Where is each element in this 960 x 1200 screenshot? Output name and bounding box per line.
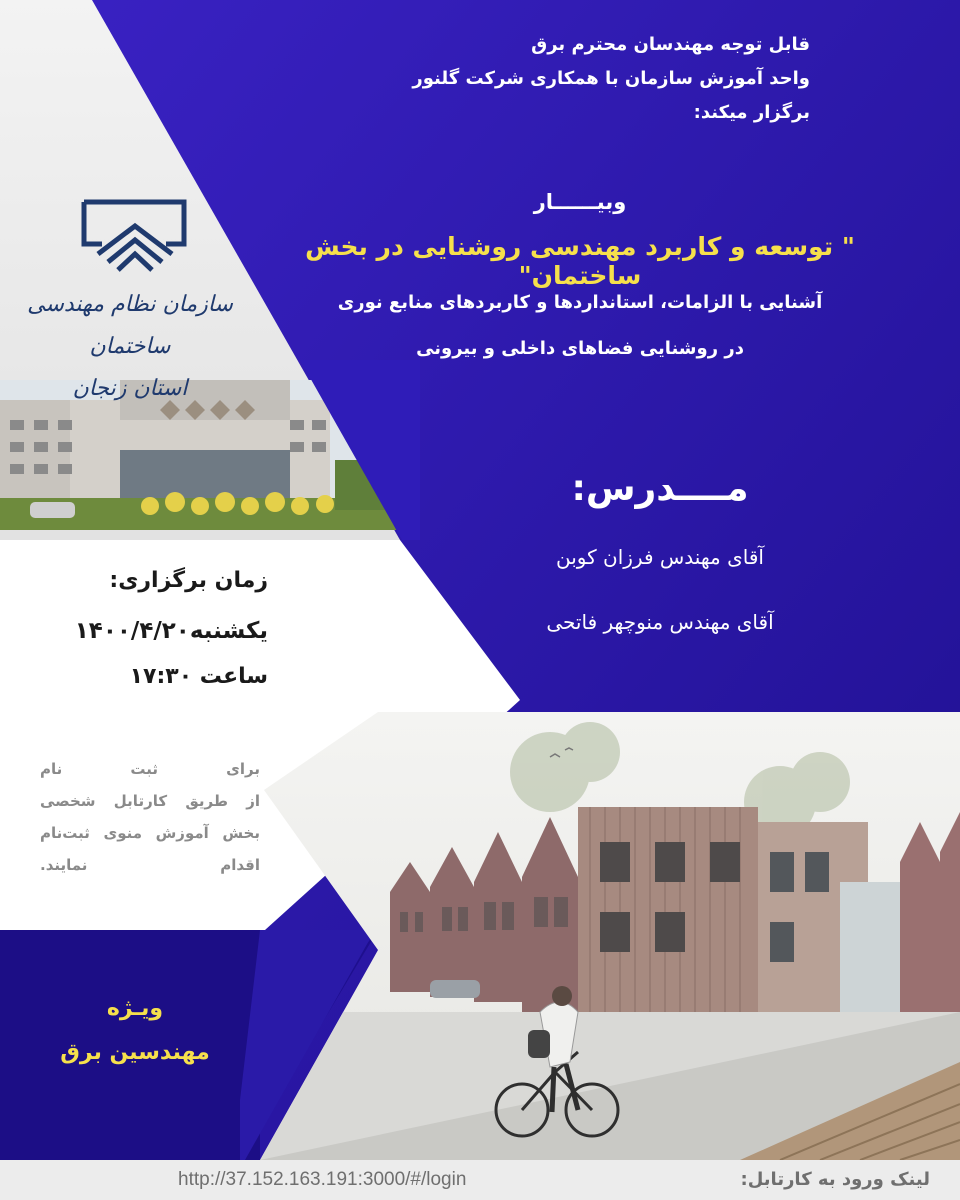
special-line1: ویـژه bbox=[106, 996, 164, 1021]
teacher-2: آقای مهندس منوچهر فاتحی bbox=[546, 610, 774, 634]
schedule-date: یکشنبه۱۴۰۰/۴/۲۰ bbox=[74, 618, 268, 644]
header-line1: قابل توجه مهندسان محترم برق bbox=[531, 34, 810, 55]
schedule-heading: زمان برگزاری: bbox=[109, 568, 268, 593]
announcement-header bbox=[210, 28, 810, 130]
organization-name bbox=[20, 284, 240, 410]
webinar-description-line2: در روشنایی فضاهای داخلی و بیرونی bbox=[416, 338, 744, 359]
webinar-title: " توسعه و کاربرد مهندسی روشنایی در بخش ساختمان" bbox=[305, 232, 855, 290]
footer-label: لینک ورود به کارتابل: bbox=[740, 1169, 930, 1190]
special-line2: مهندسین برق bbox=[60, 1040, 210, 1065]
registration-line2: از طریق کارتابل شخصی bbox=[40, 792, 260, 810]
registration-line3: بخش آموزش منوی ثبت‌نام bbox=[40, 824, 260, 842]
header-line3: برگزار میکند: bbox=[693, 102, 810, 123]
organization-logo-icon bbox=[80, 196, 190, 276]
webinar-description-line1: آشنایی با الزامات، استانداردها و کاربردهای منابع نوری bbox=[337, 292, 823, 313]
registration-line1: برای ثبت نام bbox=[40, 760, 260, 778]
organization-name-line2: استان زنجان bbox=[72, 376, 188, 401]
login-link[interactable]: http://37.152.163.191:3000/#/login bbox=[178, 1169, 467, 1190]
teacher-heading: مــــدرس: bbox=[571, 468, 749, 509]
teacher-1: آقای مهندس فرزان کوبن bbox=[556, 545, 764, 569]
organization-name-line1: سازمان نظام مهندسی ساختمان bbox=[27, 292, 233, 359]
schedule-time: ساعت ۱۷:۳۰ bbox=[129, 664, 268, 689]
registration-line4: اقدام نمایند. bbox=[40, 856, 260, 874]
architecture-rendering-image bbox=[260, 712, 960, 1160]
header-line2: واحد آموزش سازمان با همکاری شرکت گلنور bbox=[412, 68, 810, 89]
webinar-label: وبیــــــار bbox=[533, 190, 627, 214]
